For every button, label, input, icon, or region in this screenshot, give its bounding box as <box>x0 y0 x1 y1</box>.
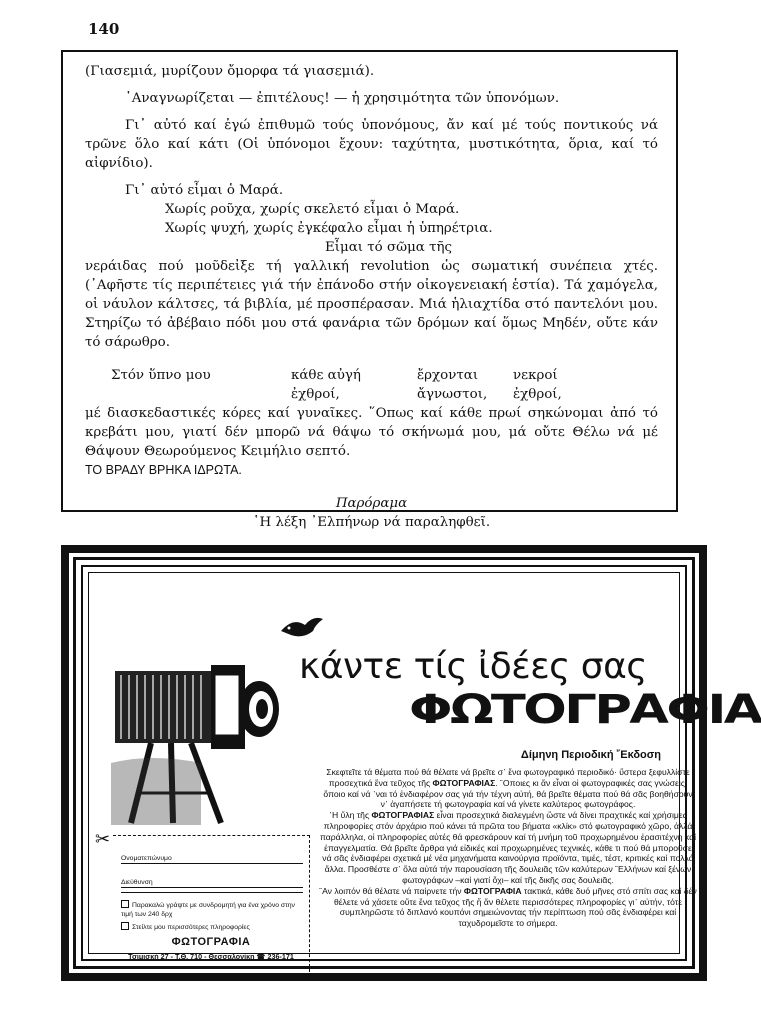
checkbox-icon[interactable] <box>121 922 129 930</box>
coupon-company: ΦΩΤΟΓΡΑΦΙΑ <box>171 936 251 948</box>
poem-line: ᾿Αναγνωρίζεται — ἐπιτέλους! — ἡ χρησιμότητα τῶν ὑπονόμων. <box>125 91 560 106</box>
magazine-title: ΦΩΤΟΓΡΑΦΙΑ <box>409 687 761 733</box>
camera-illustration-icon <box>111 613 301 825</box>
magazine-ad <box>61 545 761 981</box>
dream-word: νεκροί <box>513 368 558 383</box>
page-number: 140 <box>88 20 120 38</box>
poem-line: ΤΟ ΒΡΑΔΥ ΒΡΗΚΑ ΙΔΡΩΤΑ. <box>85 463 242 477</box>
dream-word: Στόν ὕπνο μου <box>111 368 211 383</box>
poem-line: Χωρίς ψυχή, χωρίς ἐγκέφαλο εἶμαι ἡ ὑπηρέτρια. <box>165 221 493 236</box>
poem-line: Γι᾿ αὐτό καί ἐγώ ἐπιθυμῶ τούς ὑπονόμους, ἄν καί μέ τούς ποντικούς νά τρῶνε ὅλο καί κάτι (Οἱ ὑπόνομοι ἔχουν: ταχύτητα, μυστικότητα, ὅρια, καί τό αἰφνίδιο). <box>85 118 658 171</box>
poem-box <box>61 50 678 530</box>
poem-line: νεράιδας πού μοῦδεἰξε τή γαλλική revolution ὡς σωματική συνέπεια χτές. (᾿Αφῆστε τίς περιπέτειες γιά τήν ἐπάνοδο στήν οἰκογενειακή ἑστία). Τά χαμόγελα, οἱ νάυλον κάλτσες, τά βιβλία, μέ προσπέρασαν. Μιά ἡλιαχτίδα στό παντελόνι μου. Στηρίζω τό ἀβέβαιο πόδι μου στά φανάρια τῶν δρόμων καί ὅμως Μηδέν, οὔτε κάν τό σάρωθρο. <box>85 259 658 350</box>
errata-title: Παρόραμα <box>335 496 408 511</box>
address-field[interactable]: Διεύθυνση <box>121 878 303 888</box>
ad-slogan: κάντε τίς ἰδέες σας <box>299 646 647 687</box>
scissors-icon: ✂ <box>95 829 111 850</box>
dream-word: ἐχθροί, <box>513 387 562 402</box>
poem-line: Χωρίς ροῦχα, χωρίς σκελετό εἶμαι ὁ Μαρά. <box>165 202 460 217</box>
dream-word: κάθε αὐγή <box>291 368 361 383</box>
ad-body-text: Σκεφτεῖτε τά θέματα πού θά θέλατε νά βρεῖτε σ᾿ ἕνα φωτογραφικό περιοδικό· ὕστερα ξεφυλλίστε προσεχτικά ἕνα τεῦχος τῆς ΦΩΤΟΓΡΑΦΙΑΣ. ῞Οποιες κι ἄν εἶναι οἱ φωτογραφικές σας γνώσεις, ὅποιο καί νά ᾿ναι τό ἐνδιαφέρον σας γιά τήν τέχνη αὐτή, θά βρεῖτε θέματα πού θά σᾶς βοηθήσουν ν᾿ ἀγαπήσετε τή φωτογραφία καί νά γίνετε καλύτερος φωτογράφος. ῾Η ὕλη τῆς ΦΩΤΟΓΡΑΦΙΑΣ εἶναι προσεχτικά διαλεγμένη ὥστε νά δίνει πραχτικές καί χρήσιμες πληροφορίες στόν ἀρχάριο πού κάνει τά πρῶτα του βήματα «κλίκ» στό φωτογραφικό χῶρο, ἀλλά παράλληλα, οἱ πληροφορίες αὐτές θά φρεσκάρουν καί τή μνήμη τοῦ προχωρημένου ἐρασιτέχνη καί ἐπαγγελματία. Θά βρεῖτε ἄρθρα γιά εἰδικές καί προχωρημένες τεχνικές, κάθε τι πού θά μποροῦσε νά σᾶς ἐνδιαφέρει σχετικά μέ νέα μηχανήματα καινούργια προϊόντα, τιμές, τέστ, κριτικές καί πολλά ἄλλα. Προσθέστε σ᾿ ὅλα αὐτά τήν παρουσίαση τῆς δουλειᾶς τῶν καλύτερων ῞Ελλήνων καί ξένων φωτογράφων –καί γιατί ὄχι– καί τῆς δικῆς σας δουλειᾶς. ῎Αν λοιπόν θά θέλατε νά παίρνετε τήν ΦΩΤΟΓΡΑΦΙΑ τακτικά, κάθε δυό μῆνες στό σπίτι σας καί δέν θέλετε νά χάσετε οὔτε ἕνα τεῦχος τῆς ἤ ἄν θέλετε περισσότερες πληροφορίες γι᾿ αὐτήν, τότε συμπληρῶστε τό διπλανό κουπόνι σημειώνοντας τήν περίπτωση πού σᾶς ἐνδιαφέρει καί ταχυδρομεῖστε το σήμερα. <box>319 767 697 929</box>
dream-word: ἐχθροί, <box>291 387 340 402</box>
checkbox-icon[interactable] <box>121 900 129 908</box>
poem-line: Εἶμαι τό σῶμα τῆς <box>325 240 452 255</box>
dream-word: ἔρχονται <box>417 368 479 383</box>
coupon-address: Τσιμισκή 27 - Τ.Θ. 710 - Θεσσαλονίκη ☎ 236-171 <box>128 952 294 961</box>
ad-content <box>88 572 761 961</box>
subscribe-option[interactable]: Παρακαλώ γράψτε με συνδρομητή για ένα χρόνο στην τιμή των 240 δρχ <box>121 902 295 918</box>
magazine-subtitle: Δίμηνη Περιοδική ῎Εκδοση <box>520 749 661 761</box>
poem-line: (Γιασεμιά, μυρίζουν ὄμορφα τά γιασεμιά). <box>85 64 375 79</box>
dream-stanza <box>111 366 658 404</box>
dream-word: ἄγνωστοι, <box>417 387 488 402</box>
bird-illustration-icon <box>279 613 325 641</box>
info-option[interactable]: Στείλτε μου περισσότερες πληροφορίες <box>121 922 305 933</box>
name-field[interactable]: Ονοματεπώνυμο <box>121 854 303 864</box>
errata-text: ῾Η λέξη ᾿Ελπήνωρ νά παραληφθεῖ. <box>252 515 491 530</box>
poem-line: μέ διασκεδαστικές κόρες καί γυναῖκες. ῞Οπως καί κάθε πρωί σηκώνομαι ἀπό τό κρεβάτι μου, γιατί δέν μπορῶ νά θάψω τό σκήνωμά μου, μά οὔτε Θέλω νά μέ Θάψουν Θεωρούμενος Κειμήλιο σεπτό. <box>85 406 658 459</box>
subscription-coupon <box>113 835 310 972</box>
poem-line: Γι᾿ αὐτό εἶμαι ὁ Μαρά. <box>125 183 284 198</box>
